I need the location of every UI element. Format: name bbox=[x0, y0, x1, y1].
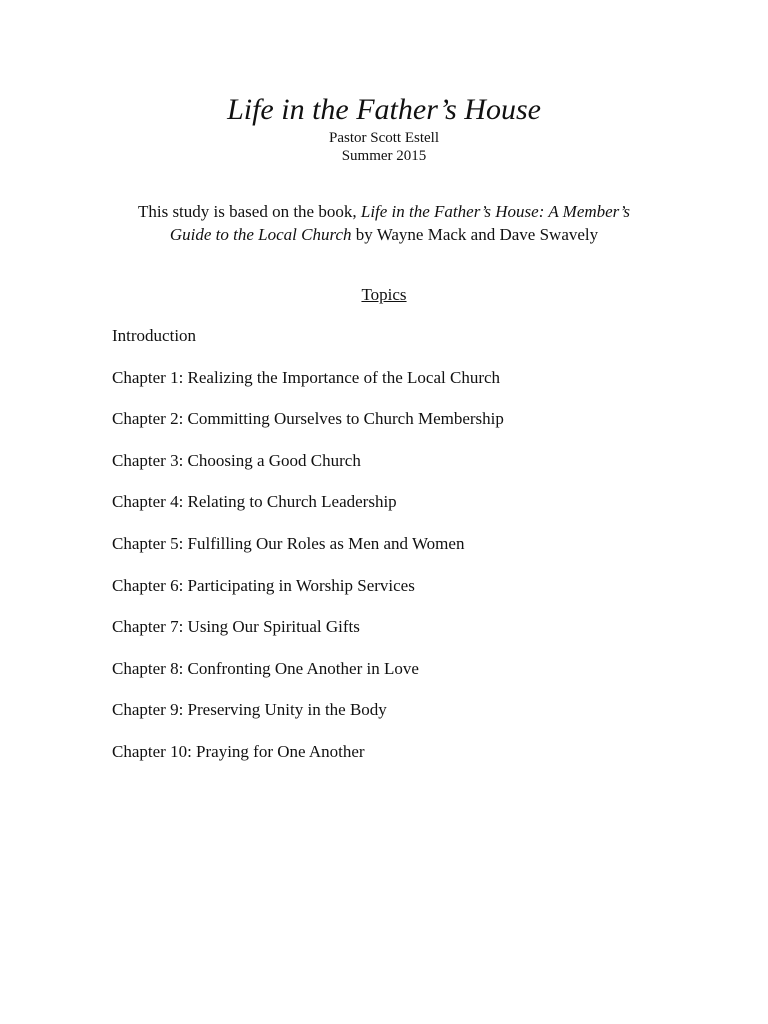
topic-item: Chapter 8: Confronting One Another in Love bbox=[112, 658, 419, 678]
topic-item: Chapter 10: Praying for One Another bbox=[112, 741, 365, 761]
topic-item: Chapter 6: Participating in Worship Services bbox=[112, 575, 415, 595]
author-line: Pastor Scott Estell bbox=[329, 130, 439, 146]
topics-heading: Topics bbox=[361, 285, 407, 304]
document-title: Life in the Father’s House bbox=[227, 93, 541, 126]
topic-item: Chapter 5: Fulfilling Our Roles as Men and Women bbox=[112, 533, 465, 553]
topic-list bbox=[112, 326, 504, 784]
intro-suffix: by Wayne Mack and Dave Swavely bbox=[351, 225, 599, 244]
intro-prefix: This study is based on the book, bbox=[137, 202, 361, 221]
topic-item: Chapter 7: Using Our Spiritual Gifts bbox=[112, 617, 360, 637]
book-title: Life in the Father’s House: A Member’s Guide to the Local Church bbox=[169, 202, 631, 244]
date-line: Summer 2015 bbox=[341, 148, 427, 164]
topic-item: Chapter 3: Choosing a Good Church bbox=[112, 450, 361, 470]
topic-item: Chapter 1: Realizing the Importance of the Local Church bbox=[112, 367, 501, 387]
topic-item: Chapter 2: Committing Ourselves to Church Membership bbox=[112, 409, 504, 429]
topic-item: Chapter 4: Relating to Church Leadership bbox=[112, 492, 397, 512]
topic-item: Introduction bbox=[112, 326, 197, 345]
intro-paragraph bbox=[120, 200, 648, 246]
topic-item: Chapter 9: Preserving Unity in the Body bbox=[112, 700, 387, 720]
